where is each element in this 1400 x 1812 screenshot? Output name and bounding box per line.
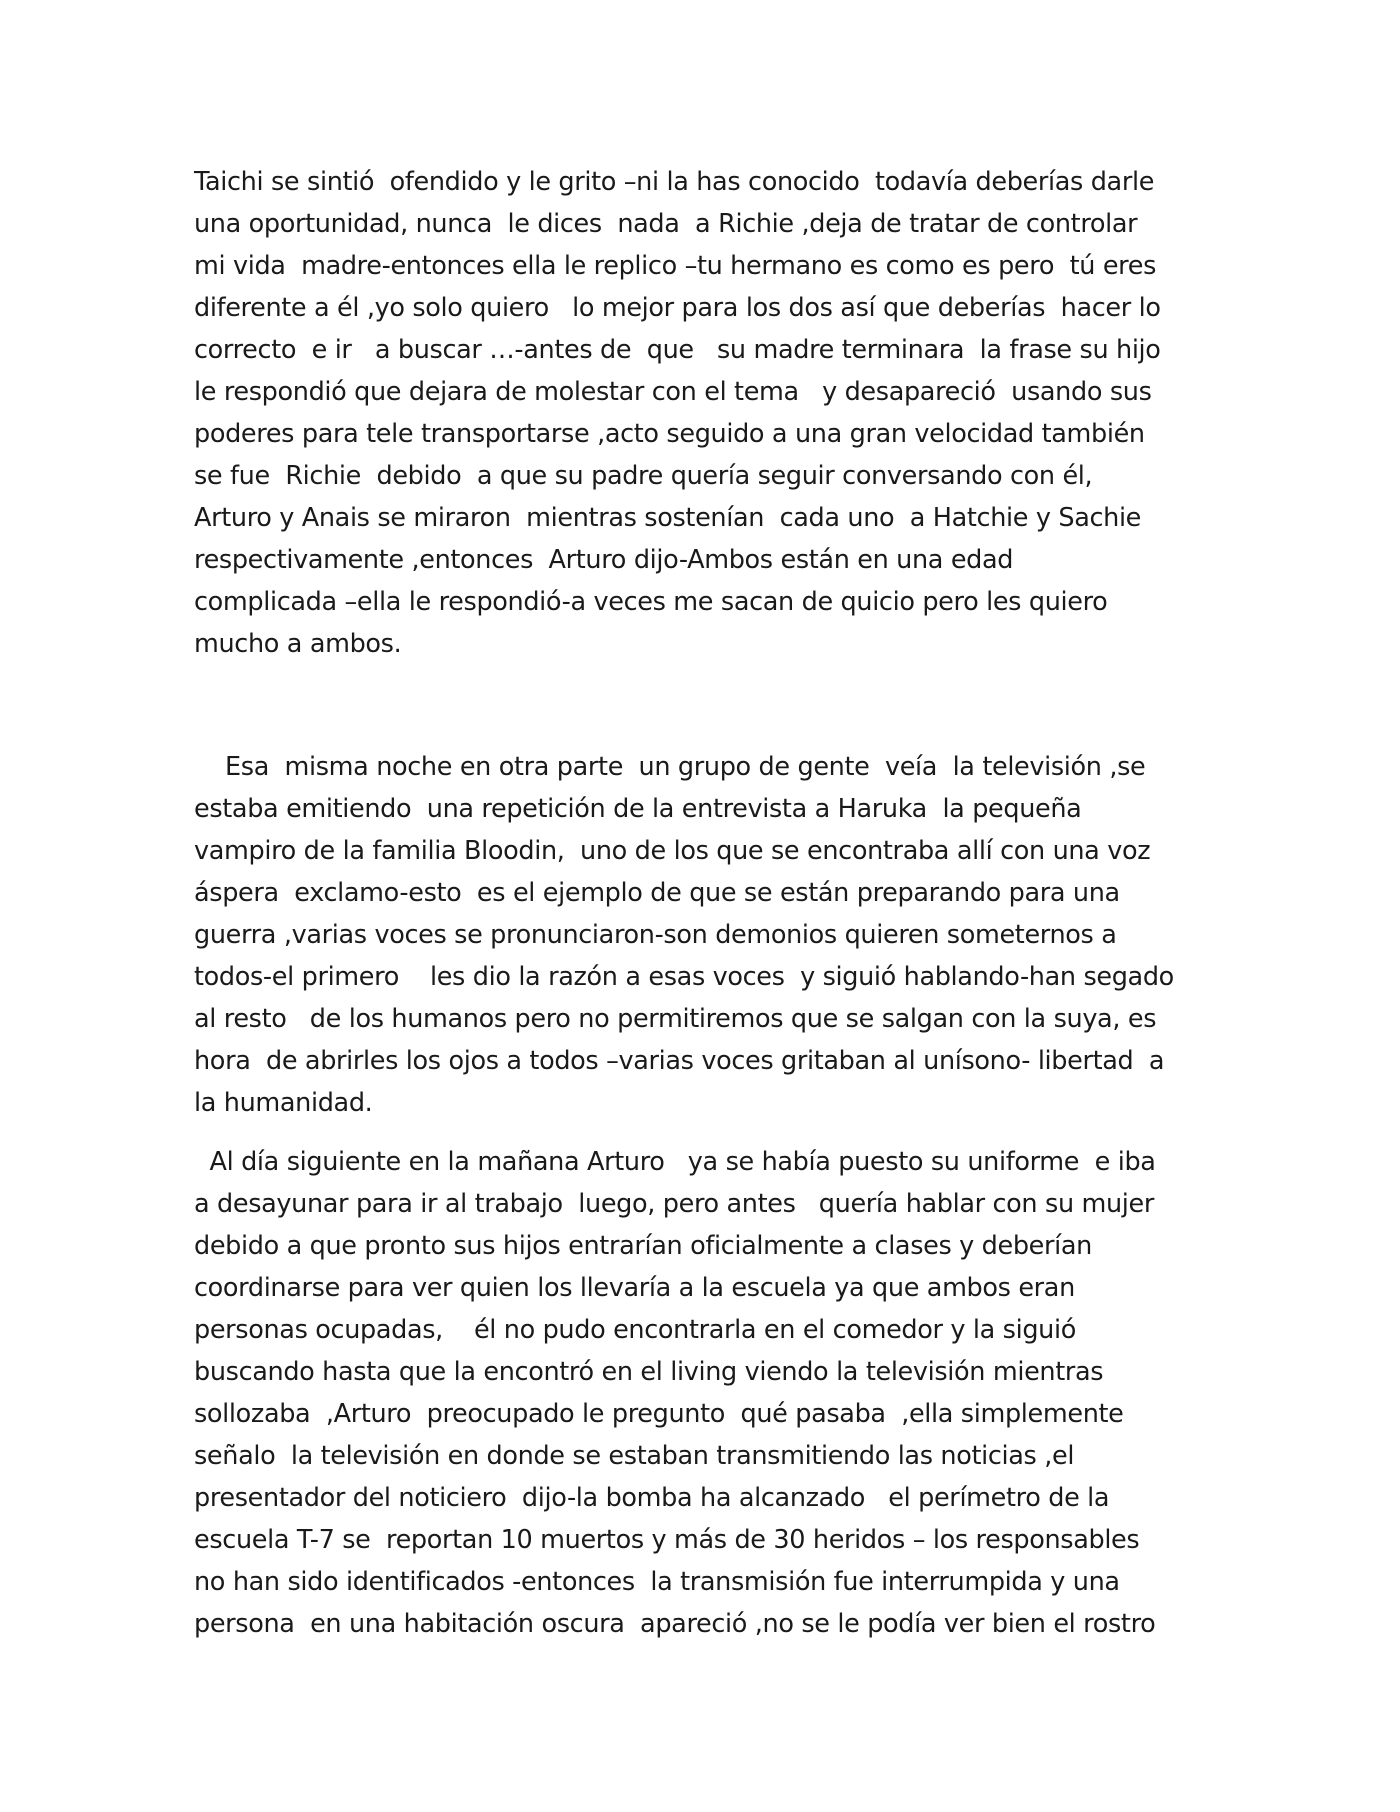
text-line: diferente a él ,yo solo quiero lo mejor para los dos así que deberías hacer lo xyxy=(194,293,1161,323)
text-line: correcto e ir a buscar …-antes de que su madre terminara la frase su hijo xyxy=(194,335,1161,365)
text-line: buscando hasta que la encontró en el living viendo la televisión mientras xyxy=(194,1357,1104,1387)
text-line: una oportunidad, nunca le dices nada a Richie ,deja de tratar de controlar xyxy=(194,209,1138,239)
text-line: poderes para tele transportarse ,acto seguido a una gran velocidad también xyxy=(194,419,1145,449)
text-line: vampiro de la familia Bloodin, uno de los que se encontraba allí con una voz xyxy=(194,836,1151,866)
text-line: al resto de los humanos pero no permitiremos que se salgan con la suya, es xyxy=(194,1004,1157,1034)
text-line: complicada –ella le respondió-a veces me sacan de quicio pero les quiero xyxy=(194,587,1108,617)
text-line: hora de abrirles los ojos a todos –varias voces gritaban al unísono- libertad a xyxy=(194,1046,1165,1076)
text-line: no han sido identificados -entonces la transmisión fue interrumpida y una xyxy=(194,1567,1120,1597)
text-line: escuela T-7 se reportan 10 muertos y más de 30 heridos – los responsables xyxy=(194,1525,1140,1555)
paragraph-television-group xyxy=(194,746,1224,1124)
text-line: Al día siguiente en la mañana Arturo ya se había puesto su uniforme e iba xyxy=(194,1147,1156,1177)
text-line: Esa misma noche en otra parte un grupo de gente veía la televisión ,se xyxy=(194,752,1146,782)
text-line: Taichi se sintió ofendido y le grito –ni la has conocido todavía deberías darle xyxy=(194,167,1155,197)
text-line: mucho a ambos. xyxy=(194,629,402,659)
text-line: respectivamente ,entonces Arturo dijo-Ambos están en una edad xyxy=(194,545,1014,575)
text-line: coordinarse para ver quien los llevaría a la escuela ya que ambos eran xyxy=(194,1273,1075,1303)
text-line: se fue Richie debido a que su padre quería seguir conversando con él, xyxy=(194,461,1093,491)
text-line: guerra ,varias voces se pronunciaron-son demonios quieren someternos a xyxy=(194,920,1117,950)
text-line: a desayunar para ir al trabajo luego, pero antes quería hablar con su mujer xyxy=(194,1189,1155,1219)
text-line: persona en una habitación oscura apareció ,no se le podía ver bien el rostro xyxy=(194,1609,1156,1639)
text-line: la humanidad. xyxy=(194,1088,373,1118)
text-line: Arturo y Anais se miraron mientras sostenían cada uno a Hatchie y Sachie xyxy=(194,503,1142,533)
text-line: señalo la televisión en donde se estaban transmitiendo las noticias ,el xyxy=(194,1441,1075,1471)
text-line: personas ocupadas, él no pudo encontrarla en el comedor y la siguió xyxy=(194,1315,1076,1345)
text-line: le respondió que dejara de molestar con el tema y desapareció usando sus xyxy=(194,377,1152,407)
paragraph-next-morning xyxy=(194,1141,1224,1645)
text-line: mi vida madre-entonces ella le replico –tu hermano es como es pero tú eres xyxy=(194,251,1156,281)
text-line: estaba emitiendo una repetición de la entrevista a Haruka la pequeña xyxy=(194,794,1082,824)
text-line: todos-el primero les dio la razón a esas voces y siguió hablando-han segado xyxy=(194,962,1174,992)
text-line: áspera exclamo-esto es el ejemplo de que se están preparando para una xyxy=(194,878,1120,908)
paragraph-taichi-argument xyxy=(194,161,1224,665)
text-line: debido a que pronto sus hijos entrarían oficialmente a clases y deberían xyxy=(194,1231,1092,1261)
text-line: sollozaba ,Arturo preocupado le pregunto qué pasaba ,ella simplemente xyxy=(194,1399,1124,1429)
text-line: presentador del noticiero dijo-la bomba ha alcanzado el perímetro de la xyxy=(194,1483,1110,1513)
